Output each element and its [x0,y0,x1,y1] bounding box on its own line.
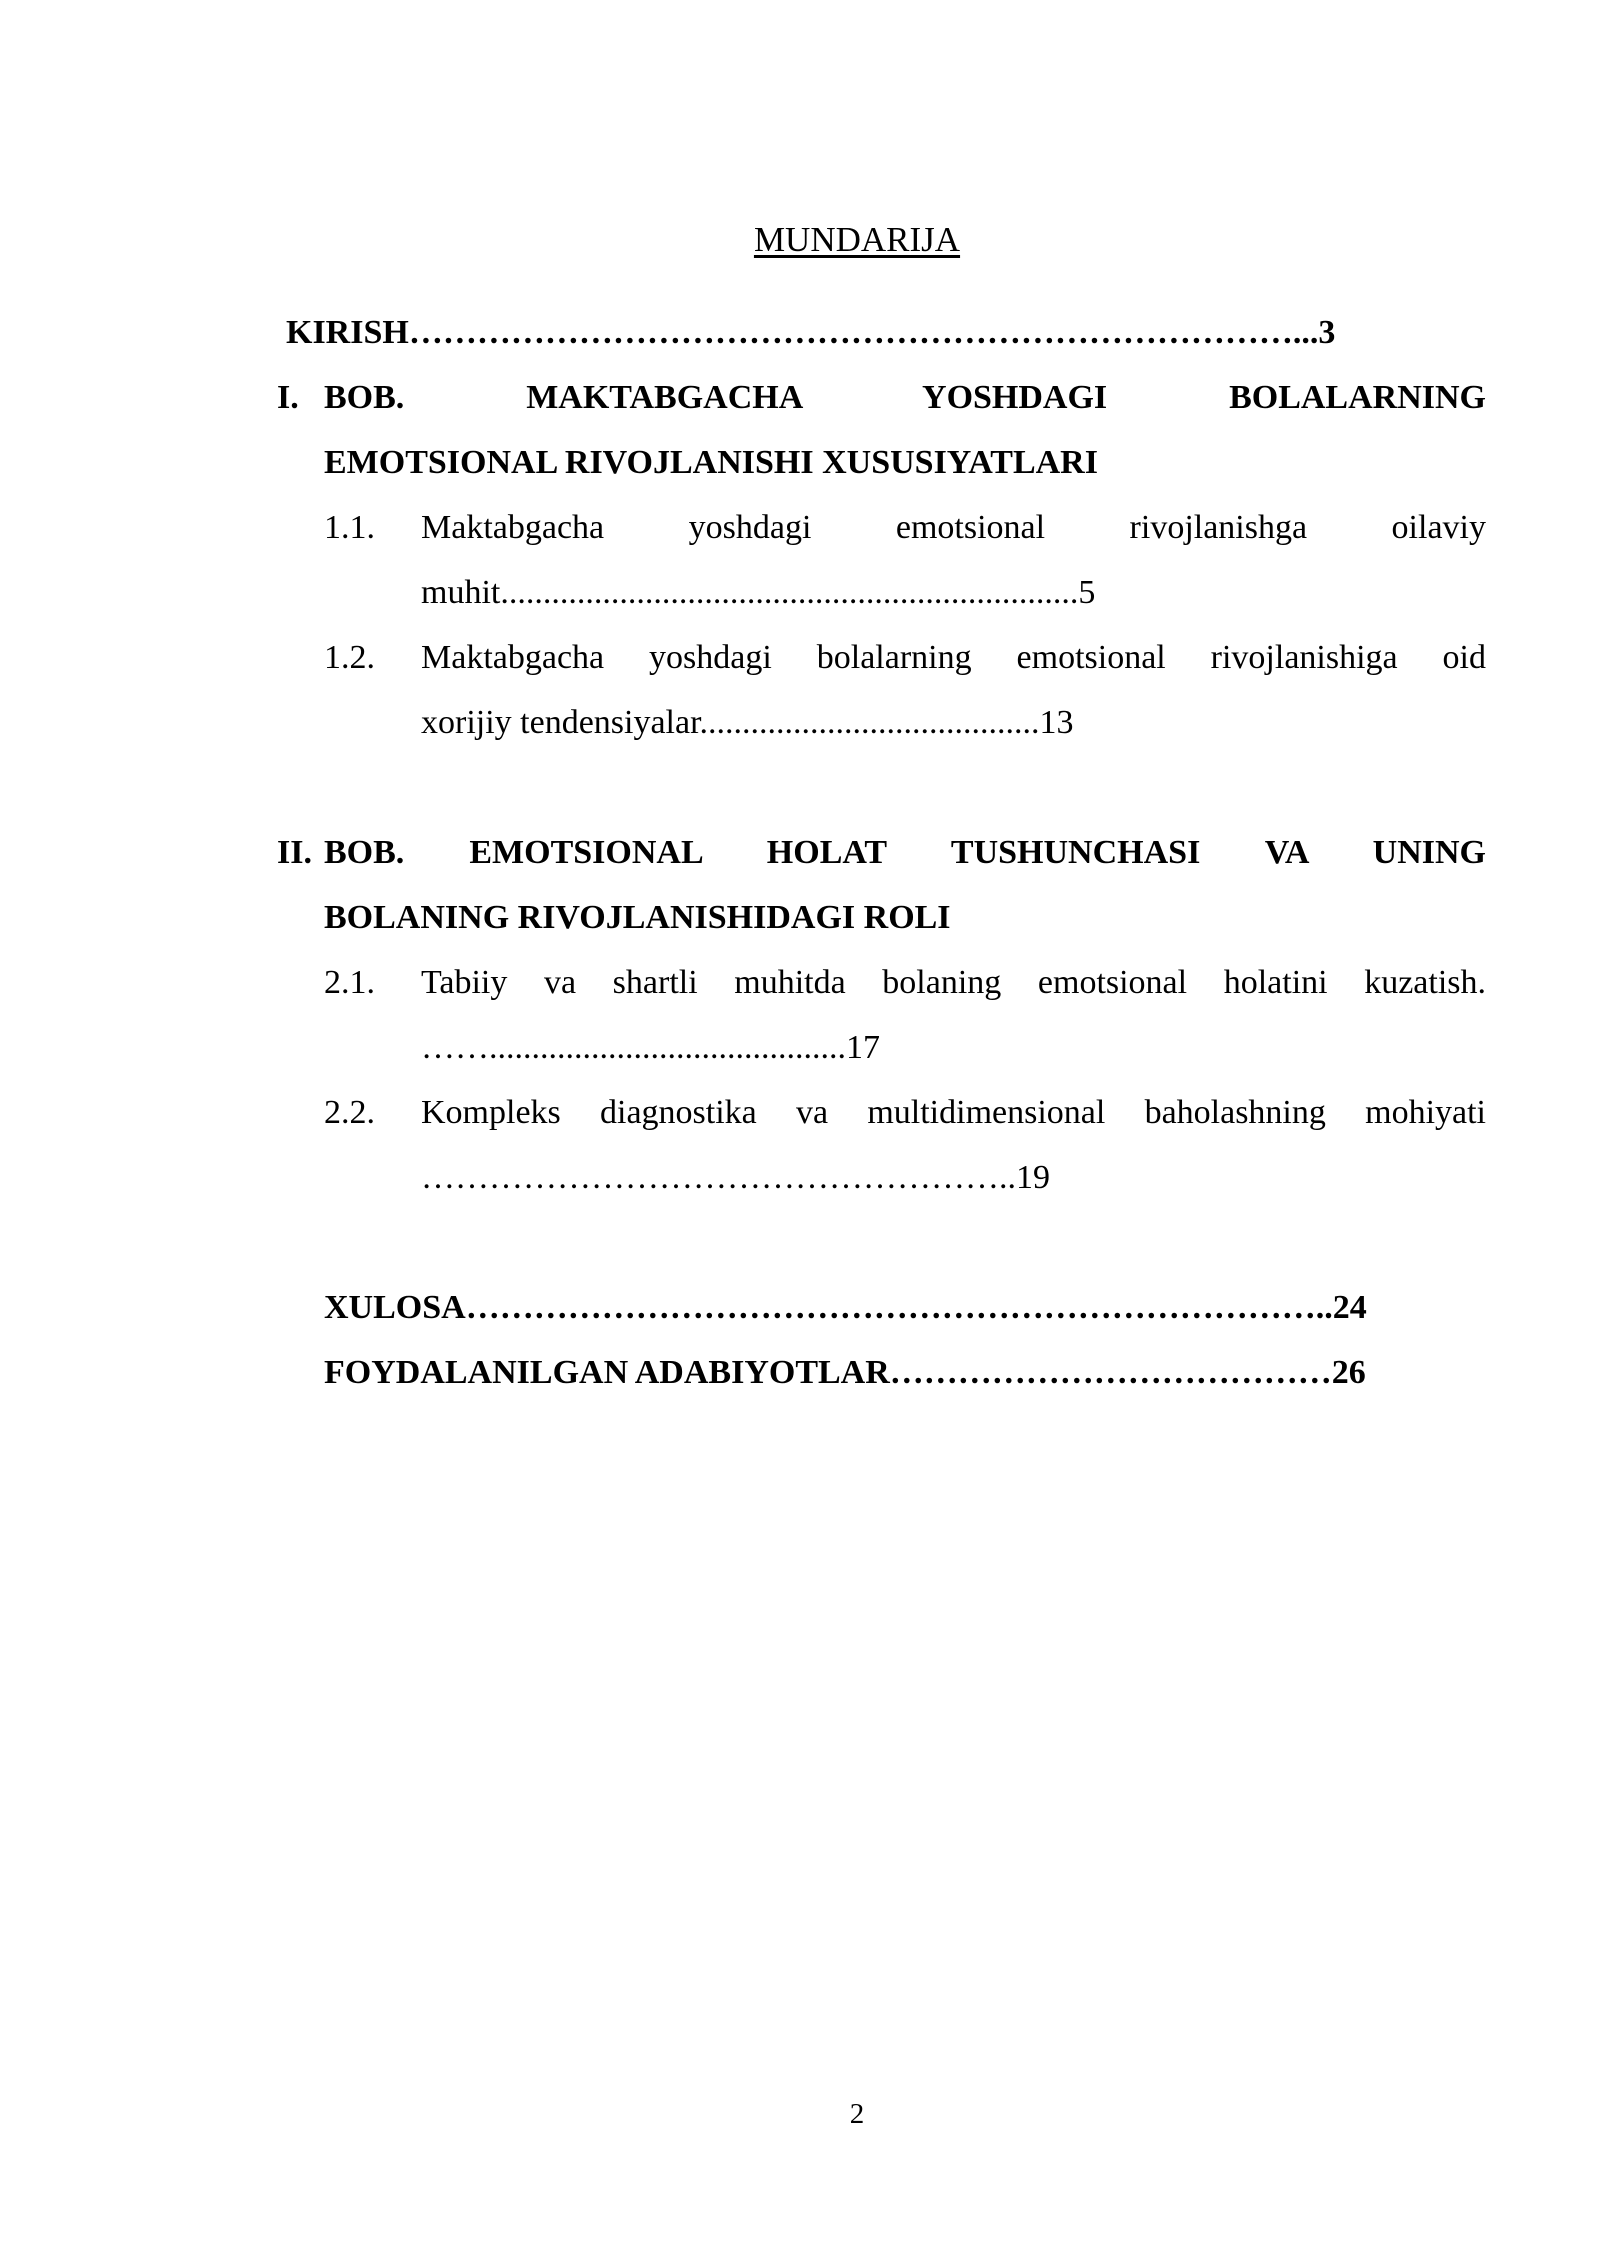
toc-chapter-2-heading [277,820,1486,885]
toc-entry-kirish [277,300,1486,365]
toc-chapter-1-number: I. [277,379,299,416]
toc-section-1-2-number: 1.2. [324,639,375,676]
toc-entry-kirish-text: KIRISH……………………………………………………………………...3 [286,314,1336,351]
toc-section-1-1-line2: muhit....................................................................5 [421,574,1096,611]
toc-section-2-1-line1: Tabiiy va shartli muhitda bolaning emotsional holatini kuzatish. [421,964,1486,1001]
toc-section-2-2-line1: Kompleks diagnostika va multidimensional baholashning mohiyati [421,1094,1486,1131]
toc-section-1-1-number: 1.1. [324,509,375,546]
toc-section-2-2-line2: ……………………………………………..19 [421,1159,1050,1196]
toc-section-1-1-line1: Maktabgacha yoshdagi emotsional rivojlanishga oilaviy [421,509,1486,546]
toc-chapter-1-title-line2: EMOTSIONAL RIVOJLANISHI XUSUSIYATLARI [324,444,1098,481]
toc-entry-xulosa: XULOSA…………………………………………………………………..24 [324,1289,1367,1326]
toc-section-2-2 [277,1080,1486,1145]
toc-entry-adabiyotlar: FOYDALANILGAN ADABIYOTLAR…………………………………26 [324,1354,1366,1391]
toc-section-2-1 [277,950,1486,1015]
table-of-contents [277,300,1486,1405]
toc-section-1-2 [277,625,1486,690]
page-number: 2 [849,2098,865,2130]
spacer [277,1210,1486,1275]
toc-chapter-1-title-line1: BOB. MAKTABGACHA YOSHDAGI BOLALARNING [324,379,1486,416]
page-title: MUNDARIJA [753,220,961,259]
toc-section-2-1-line2: ……..........................................17 [421,1029,880,1066]
spacer [277,755,1486,820]
toc-section-2-1-number: 2.1. [324,964,375,1001]
toc-section-1-2-line2: xorijiy tendensiyalar........................................13 [421,704,1074,741]
toc-section-1-1 [277,495,1486,560]
toc-chapter-2-number: II. [277,834,312,871]
toc-section-1-2-line1: Maktabgacha yoshdagi bolalarning emotsional rivojlanishiga oid [421,639,1486,676]
toc-chapter-1-heading [277,365,1486,430]
toc-chapter-2-title-line1: BOB. EMOTSIONAL HOLAT TUSHUNCHASI VA UNING [324,834,1486,871]
toc-section-2-2-number: 2.2. [324,1094,375,1131]
toc-chapter-2-title-line2: BOLANING RIVOJLANISHIDAGI ROLI [324,899,951,936]
